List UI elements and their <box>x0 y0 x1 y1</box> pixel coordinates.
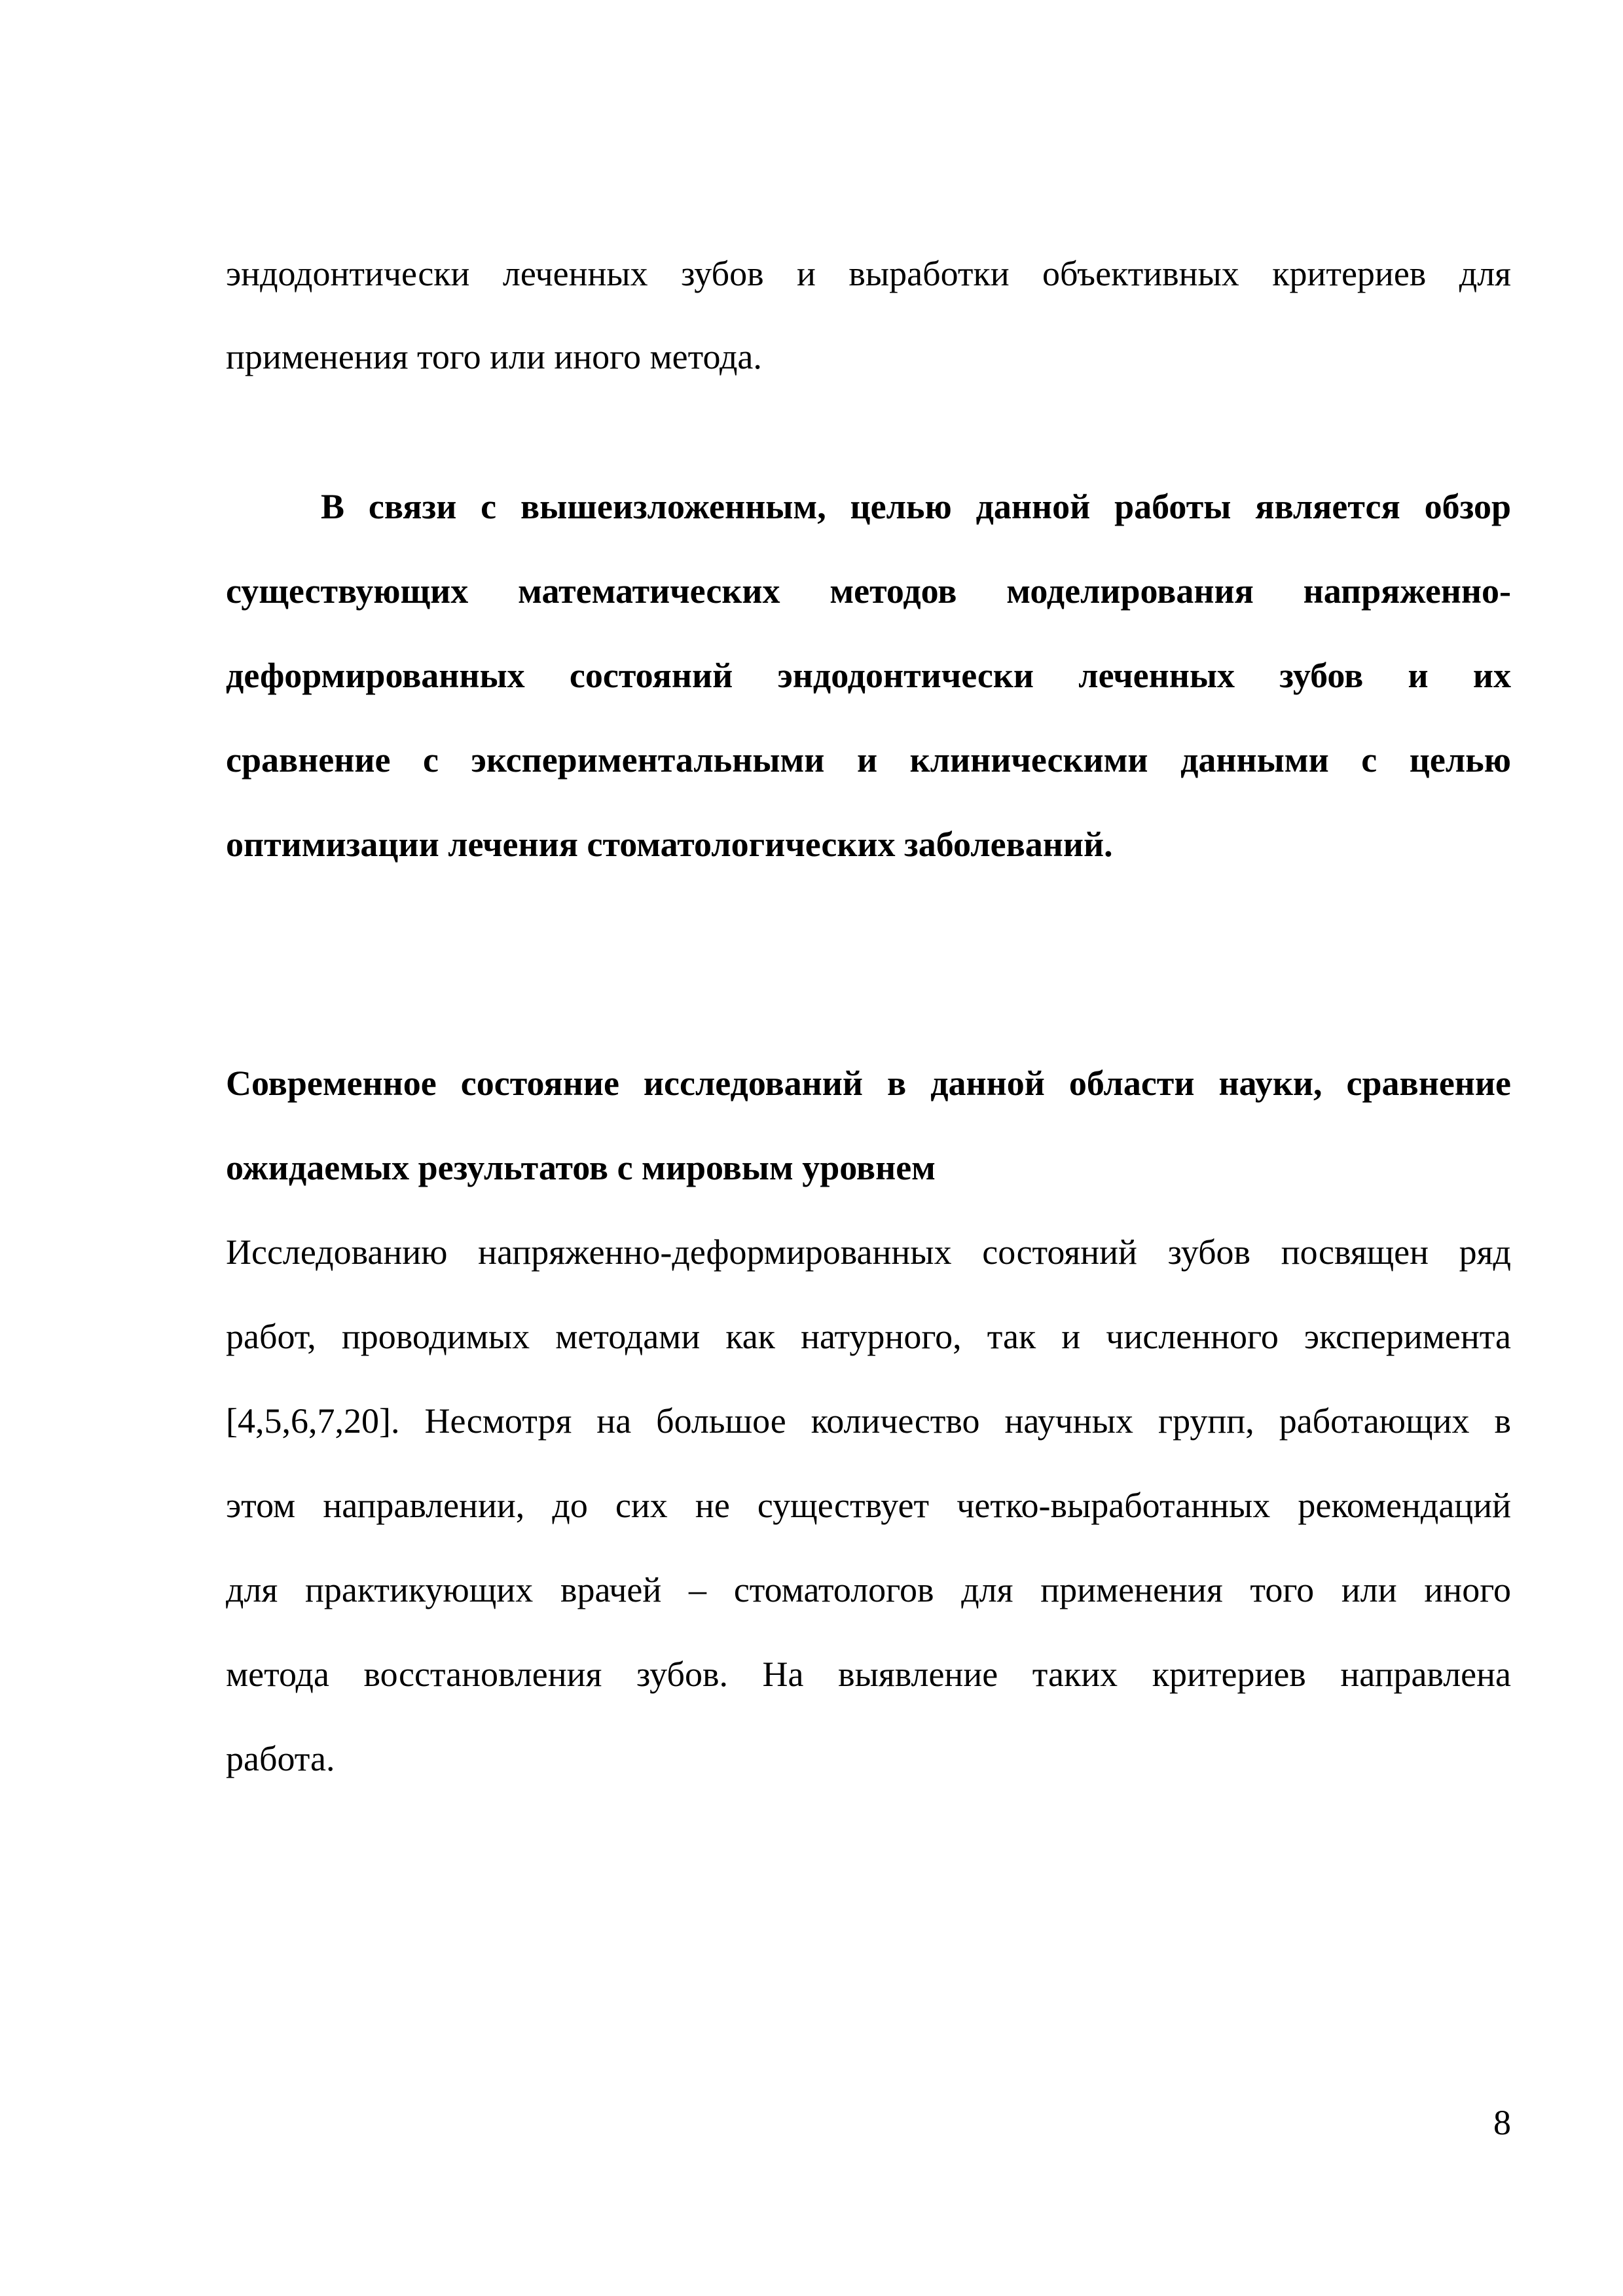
section-body-line-6: метода восстановления зубов. На выявление таких критериев направлена <box>226 1655 1511 1694</box>
goal-line-1: В связи с вышеизложенным, целью данной работы является обзор <box>321 487 1511 526</box>
section-body-line-3: [4,5,6,7,20]. Несмотря на большое количество научных групп, работающих в <box>226 1401 1511 1441</box>
goal-line-3: деформированных состояний эндодонтически леченных зубов и их <box>226 656 1511 695</box>
goal-line-5: оптимизации лечения стоматологических заболеваний. <box>226 825 1113 864</box>
section-body-line-5: для практикующих врачей – стоматологов для применения того или иного <box>226 1570 1511 1609</box>
goal-line-2: существующих математических методов моделирования напряженно- <box>226 571 1511 611</box>
section-body-line-1: Исследованию напряженно-деформированных состояний зубов посвящен ряд <box>226 1232 1511 1272</box>
continuation-line-1: эндодонтически леченных зубов и выработки объективных критериев для <box>226 254 1511 293</box>
continuation-line-2: применения того или иного метода. <box>226 337 762 376</box>
section-heading-line-2: ожидаемых результатов с мировым уровнем <box>226 1148 936 1187</box>
goal-line-4: сравнение с экспериментальными и клиническими данными с целью <box>226 740 1511 780</box>
section-body-line-2: работ, проводимых методами как натурного, так и численного эксперимента <box>226 1317 1511 1356</box>
page-number: 8 <box>1493 2103 1511 2142</box>
section-body-line-4: этом направлении, до сих не существует четко-выработанных рекомендаций <box>226 1486 1511 1525</box>
section-heading-line-1: Современное состояние исследований в данной области науки, сравнение <box>226 1064 1511 1103</box>
section-body-line-7: работа. <box>226 1739 335 1778</box>
